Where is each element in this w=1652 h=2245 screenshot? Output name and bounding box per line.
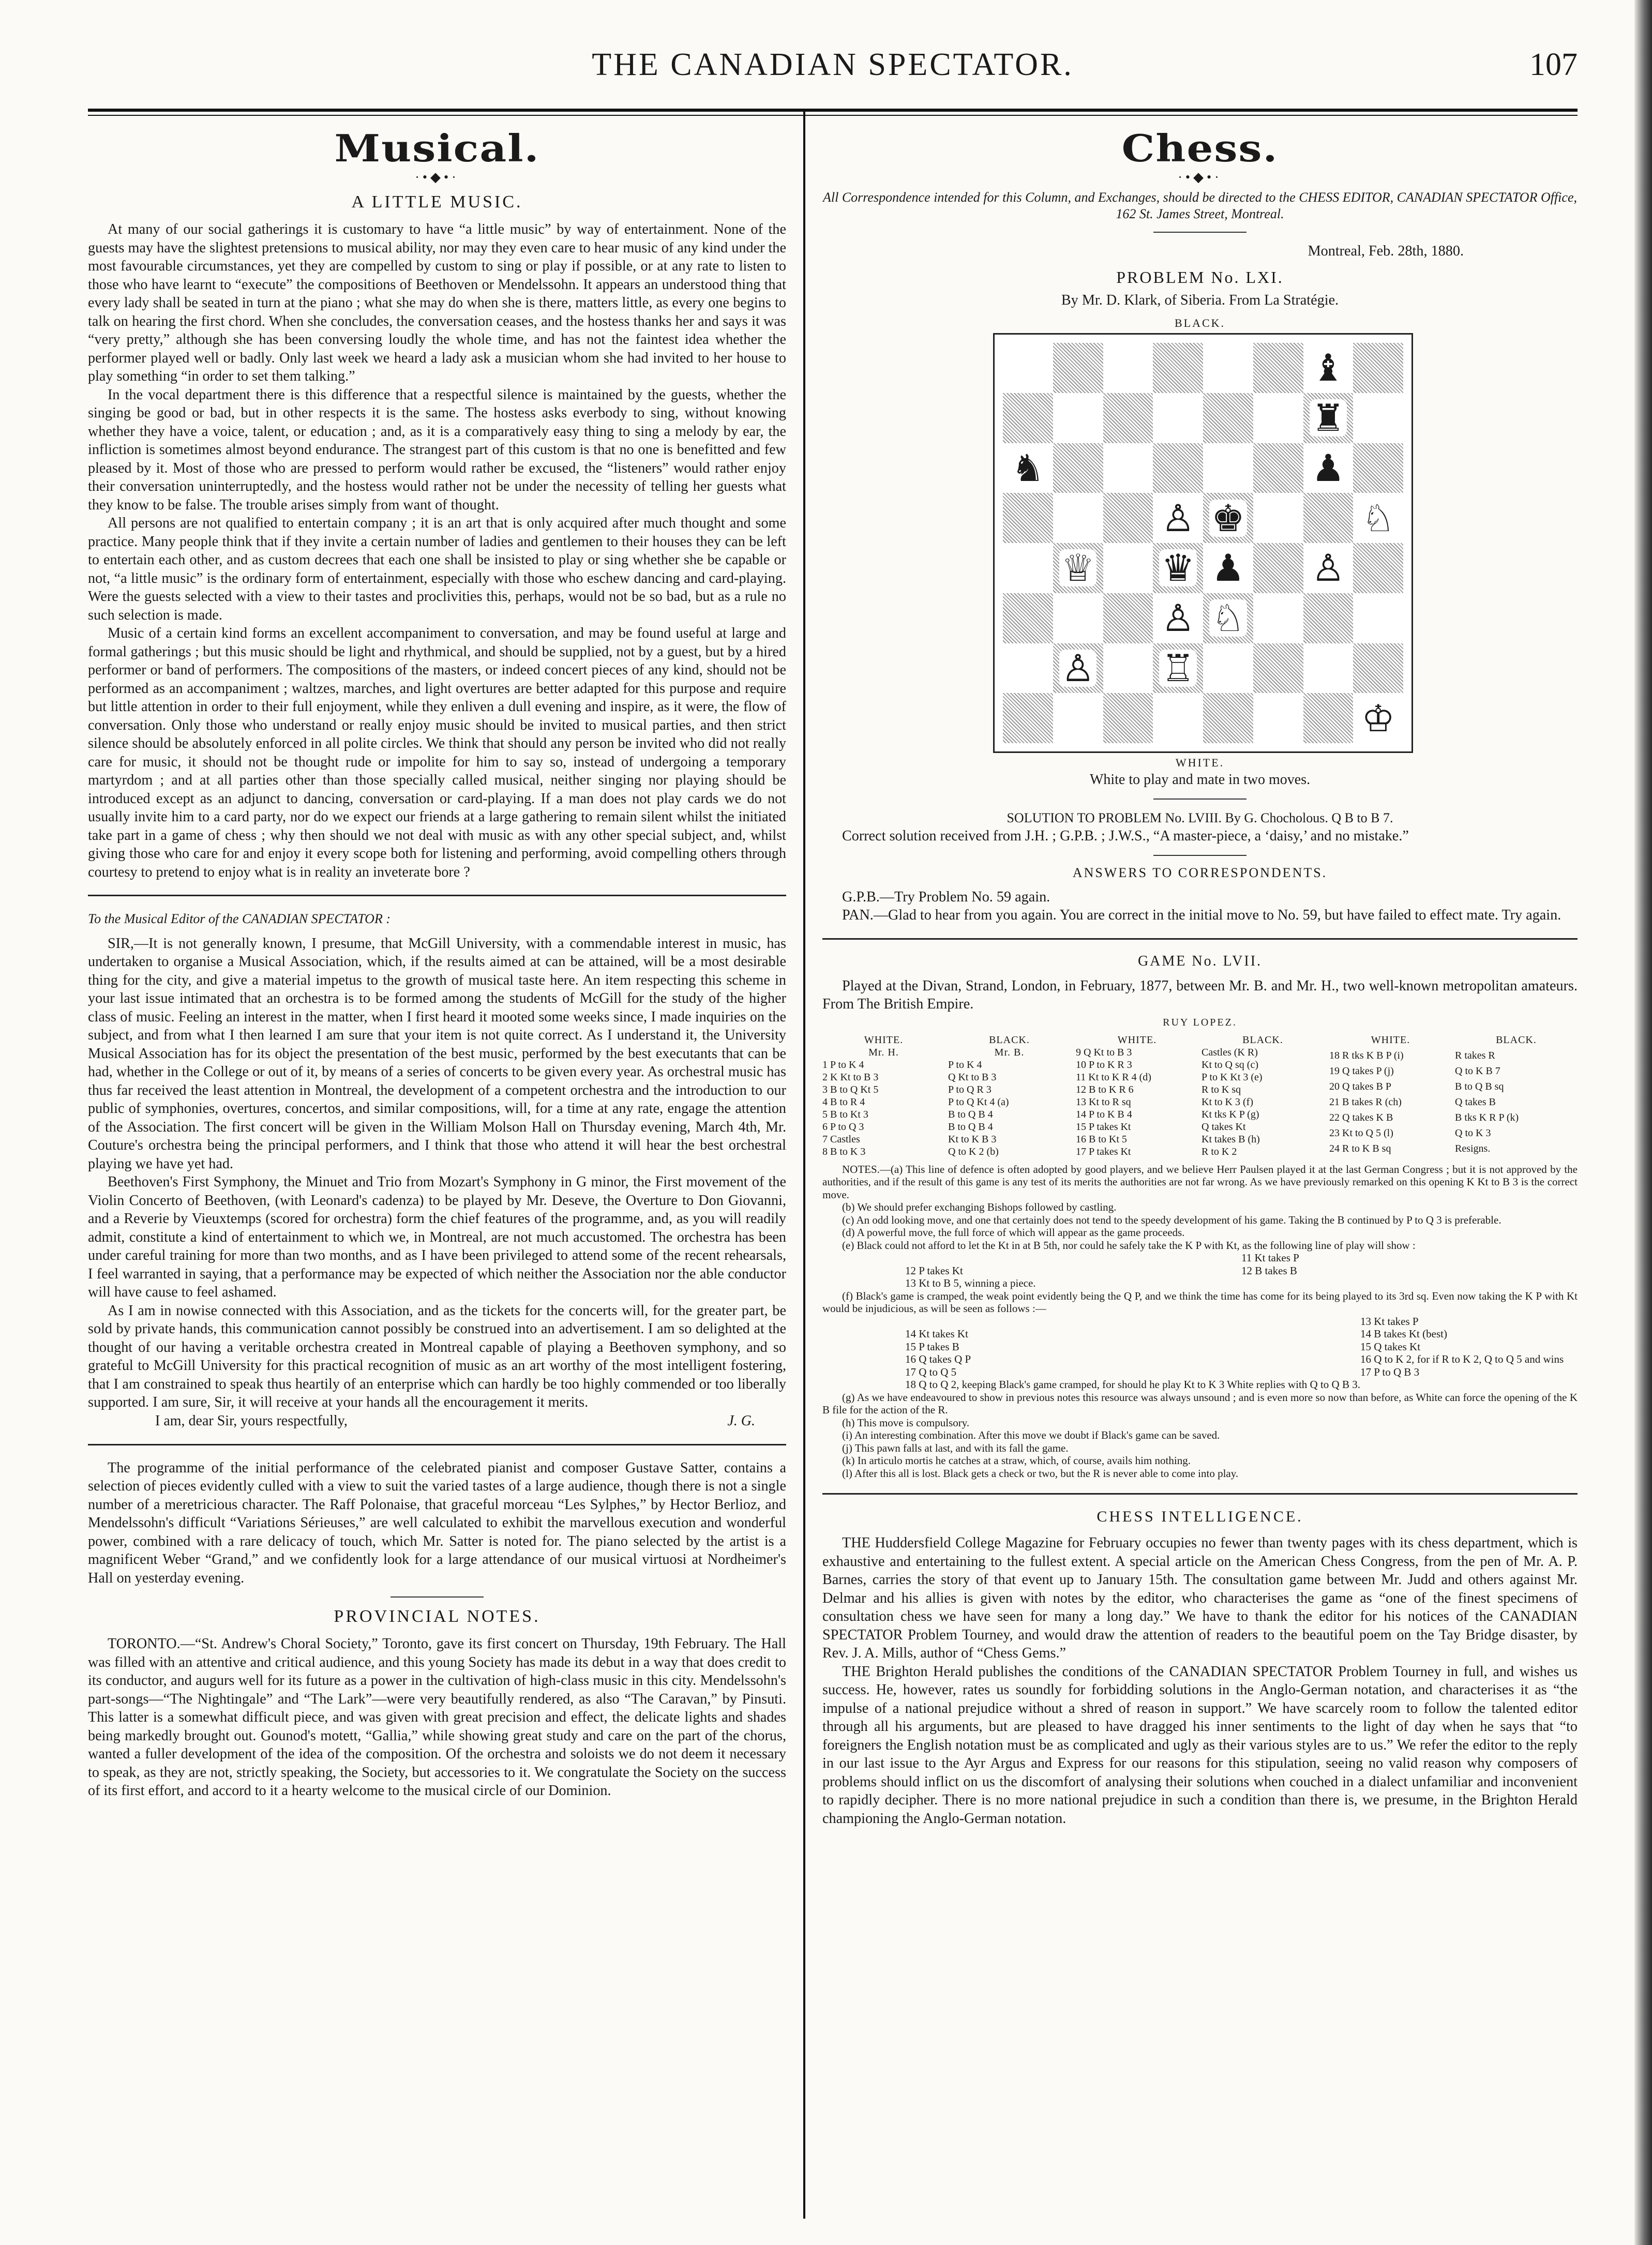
game-move: 21 B takes R (ch) (1329, 1096, 1402, 1108)
board-square (1003, 493, 1053, 543)
game-move: 19 Q takes P (j) (1329, 1065, 1394, 1077)
board-square (1253, 393, 1303, 443)
board-square (1303, 643, 1354, 694)
column-divider (803, 109, 805, 2219)
game-move: 11 Kt to K R 4 (d) (1076, 1071, 1151, 1083)
game-move: 12 B to K R 6 (1076, 1083, 1134, 1095)
game-notes (822, 1163, 1578, 1480)
board-square (1203, 543, 1253, 593)
game-move: 8 B to K 3 (822, 1146, 866, 1157)
chess-intelligence-title: CHESS INTELLIGENCE. (1097, 1508, 1303, 1525)
board-square (1253, 643, 1303, 694)
game-move: 14 P to K B 4 (1076, 1108, 1132, 1120)
chess-piece-icon: ♛ (1159, 549, 1197, 586)
paragraph: Music of a certain kind forms an excellent accompaniment to conversation, and may be found useful at large and formal gatherings ; but this music should be light and rhythmical, and should be supplied, not by a guest, but by a hired performer or band of performers. The compositions of the masters, or indeed concert pieces of any kind, should not be performed as an accompaniment ; waltzes, marches, and light overtures are better adapted for this purpose and require but little attention in order to their full enjoyment, while they enliven a dull evening and inspire, as it were, the flow of conversation. Only those who understand or really enjoy music should be invited to musical parties, and then strict silence should be absolutely enforced in all polite circles. We think that should any person be invited who did not really care for music, it should not be thought rude or impolite for him to say so, instead of undergoing a temporary martyrdom ; and at all parties other than those specially called musical, neither singing nor playing should be introduced except as an adjunct to dancing, conversation or card-playing. If a man does not play cards we do not usually invite him to a card party, nor do we expect our friends at a large gathering to remain silent whilst the initiated take part in a game of chess ; why then should we not deal with music as with any other special subject, and, whilst giving those who care for and enjoy it every scope both for listening and performing, avoid compelling others through courtesy to pretend to enjoy what is in reality an inveterate bore ? (88, 625, 786, 880)
game-move: 24 R to K B sq (1329, 1142, 1391, 1154)
page-number: 107 (1529, 47, 1578, 82)
game-move: 4 B to R 4 (822, 1096, 865, 1108)
game-move: Q takes Kt (1202, 1121, 1246, 1133)
masthead-title: THE CANADIAN SPECTATOR. (592, 47, 1074, 82)
board-square (1003, 443, 1053, 493)
note-b: (b) We should prefer exchanging Bishops followed by castling. (842, 1201, 1117, 1213)
problem-title: PROBLEM No. LXI. (1116, 267, 1284, 287)
board-square (1253, 593, 1303, 643)
board-square (1053, 493, 1103, 543)
section-rule (822, 938, 1578, 940)
variation-move (905, 1252, 1241, 1264)
board-square (1053, 543, 1103, 593)
newspaper-page (88, 26, 1578, 2224)
board-square (1153, 443, 1203, 493)
chess-piece-icon: ♘ (1359, 500, 1397, 537)
board-square (1303, 693, 1354, 743)
variation-move (1360, 1378, 1578, 1391)
board-square (1103, 493, 1153, 543)
board-grid (1003, 343, 1403, 743)
note-f: (f) Black's game is cramped, the weak point evidently being the Q P, and we think the time has come for its being played to its 3rd sq. Even now taking the K P with Kt would be injudicious, as will be seen as follows :— (822, 1289, 1578, 1315)
game-move: 1 P to K 4 (822, 1059, 864, 1071)
game-move: 17 P takes Kt (1076, 1146, 1131, 1157)
game-player-name: Mr. H. (868, 1046, 899, 1058)
board-square (1303, 493, 1354, 543)
intel-paragraph: THE Huddersfield College Magazine for February occupies no fewer than twenty pages with its chess department, which is exhaustive and entertaining to the fullest extent. A special article on the American Chess Congress, from the pen of Mr. A. P. Barnes, carries the story of that event up to January 15th. The consultation game between Mr. Judd and others against Mr. Delmar and his allies is given with notes by the editor, who characterises the game as “one of the finest specimens of consultation chess we have seen for many a long day.” We have to thank the editor for his notices of the CANADIAN SPECTATOR Problem Tourney, and would draw the attention of readers to the beautiful poem on the Tay Bridge disaster, by Rev. J. A. Mills, author of “Chess Gems.” (822, 1535, 1578, 1661)
board-square (1003, 393, 1053, 443)
game-title: GAME No. LVII. (1137, 953, 1263, 969)
game-move: 6 P to Q 3 (822, 1121, 864, 1133)
game-column-header: BLACK. (1242, 1034, 1283, 1046)
board-square (1153, 543, 1203, 593)
ornament-divider: ·•◆•· (1178, 170, 1222, 185)
letter-initials: J. G. (727, 1412, 755, 1429)
game-move: 18 R tks K B P (i) (1329, 1049, 1404, 1061)
answer-item: G.P.B.—Try Problem No. 59 again. (842, 888, 1050, 905)
board-square (1103, 643, 1153, 694)
board-square (1203, 593, 1253, 643)
variation-move: 15 Q takes Kt (1360, 1340, 1421, 1353)
board-square (1003, 543, 1053, 593)
board-square (1353, 393, 1403, 443)
board-square (1203, 343, 1253, 393)
answers-title: ANSWERS TO CORRESPONDENTS. (1072, 865, 1328, 880)
ornament-divider: ·•◆•· (415, 170, 459, 185)
board-square (1253, 543, 1303, 593)
little-music-article (88, 220, 786, 881)
game-move: 22 Q takes K B (1329, 1111, 1393, 1123)
game-move: 5 B to Kt 3 (822, 1108, 868, 1120)
board-square (1353, 343, 1403, 393)
board-square (1353, 643, 1403, 694)
board-square (1153, 493, 1203, 543)
game-move: 3 B to Q Kt 5 (822, 1083, 879, 1095)
game-move: 9 Q Kt to B 3 (1076, 1046, 1132, 1058)
board-square (1053, 393, 1103, 443)
game-move: Q to K 3 (1455, 1127, 1491, 1139)
chess-piece-icon: ♔ (1359, 700, 1397, 737)
answer-item: PAN.—Glad to hear from you again. You are correct in the initial move to No. 59, but have failed to effect mate. Try again. (842, 907, 1561, 923)
short-rule (1153, 798, 1246, 800)
board-square (1353, 493, 1403, 543)
board-square (1103, 593, 1153, 643)
board-square (1103, 543, 1153, 593)
solution-line: SOLUTION TO PROBLEM No. LVIII. By G. Chocholous. Q B to B 7. (1007, 810, 1393, 825)
board-square (1153, 593, 1203, 643)
board-square (1103, 343, 1153, 393)
chess-piece-icon: ♟ (1209, 549, 1247, 586)
game-move: B tks K R P (k) (1455, 1111, 1519, 1123)
board-square (1103, 443, 1153, 493)
board-square (1303, 593, 1354, 643)
chess-piece-icon: ♝ (1310, 349, 1347, 386)
game-column-header: WHITE. (1117, 1034, 1157, 1046)
variation-move (1241, 1277, 1578, 1290)
game-score-block (1329, 1034, 1578, 1158)
board-square (1053, 443, 1103, 493)
chess-piece-icon: ♙ (1159, 500, 1197, 537)
chess-column (822, 124, 1578, 1828)
game-move: 23 Kt to Q 5 (l) (1329, 1127, 1393, 1139)
short-rule (1153, 855, 1246, 856)
board-square (1203, 493, 1253, 543)
black-label: BLACK. (1174, 317, 1226, 329)
chess-section-title: Chess. (1121, 126, 1279, 171)
board-square (1103, 393, 1153, 443)
correspondence-note: All Correspondence intended for this Column, and Exchanges, should be directed to the CHESS EDITOR, CANADIAN SPECTATOR Office, 162 St. James Street, Montreal. (822, 190, 1577, 221)
note-k: (k) In articulo mortis he catches at a straw, which, of course, avails him nothing. (842, 1454, 1191, 1467)
board-square (1003, 343, 1053, 393)
game-move: R to K sq (1202, 1083, 1241, 1095)
section-rule (822, 1493, 1578, 1495)
notes-label: NOTES.— (842, 1163, 891, 1176)
variation-move: 17 P to Q B 3 (1360, 1365, 1420, 1378)
game-move: Castles (K R) (1202, 1046, 1258, 1058)
white-label: WHITE. (1175, 756, 1225, 769)
dateline: Montreal, Feb. 28th, 1880. (1308, 243, 1464, 259)
board-square (1053, 643, 1103, 694)
game-move: 16 B to Kt 5 (1076, 1133, 1127, 1145)
board-square (1303, 543, 1354, 593)
board-square (1253, 443, 1303, 493)
note-j: (j) This pawn falls at last, and with its fall the game. (842, 1441, 1069, 1454)
game-move: 2 K Kt to B 3 (822, 1071, 879, 1083)
game-column-header: BLACK. (1496, 1034, 1537, 1046)
chess-piece-icon: ♙ (1059, 650, 1097, 687)
paragraph: At many of our social gatherings it is customary to have “a little music” by way of entertainment. None of the guests may have the slightest pretensions to musical ability, nor may they even care to hear music of any kind under the most favourable circumstances, yet they are compelled by custom to sing or play if possible, or at any rate to listen to those who have learnt to “execute” the compositions of Beethoven or Mendelssohn. It appears an understood thing that every lady shall be seated in turn at the piano ; what she may do when she is there, matters little, as every one begins to talk on hearing the first chord. When she concludes, the conversation ceases, and the hostess thanks her and says it was “very pretty,” although she has been conversing loudly the whole time, and has not the faintest idea whether the performer played well or badly. Only last week we heard a lady ask a musician whom she had invited to her house to play something “in order to set them talking.” (88, 221, 786, 384)
chess-piece-icon: ♖ (1159, 650, 1197, 687)
game-intro: Played at the Divan, Strand, London, in February, 1877, between Mr. B. and Mr. H., two well-known metropolitan amateurs. From The British Empire. (822, 977, 1578, 1012)
game-move: Q to K B 7 (1455, 1065, 1500, 1077)
board-square (1103, 693, 1153, 743)
board-square (1353, 443, 1403, 493)
chess-piece-icon: ♟ (1310, 449, 1347, 487)
board-square (1153, 693, 1203, 743)
correct-solution: Correct solution received from J.H. ; G.P.B. ; J.W.S., “A master-piece, a ‘daisy,’ and no mistake.” (842, 828, 1409, 844)
problem-byline: By Mr. D. Klark, of Siberia. From La Stratégie. (1061, 292, 1339, 308)
board-square (1203, 443, 1253, 493)
board-square (1303, 343, 1354, 393)
board-square (1003, 693, 1053, 743)
game-move: 20 Q takes B P (1329, 1080, 1391, 1092)
variation-move: 12 B takes B (1241, 1264, 1297, 1277)
satter-paragraph: The programme of the initial performance of the celebrated pianist and composer Gustave Satter, contains a selection of pieces evidently culled with a view to suit the varied tastes of a large audience, though there is not a single number of a meretricious character. The Raff Polonaise, that graceful morceau “Les Sylphes,” by Hector Berlioz, and Mendelssohn's difficult “Variations Sérieuses,” are well calculated to exhibit the marvellous execution and wonderful power, combined with a rare delicacy of touch, which Mr. Satter is noted for. The piano selected by the artist is a magnificent Weber “Grand,” and we confidently look for a large attendance of our musical virtuosi at Nordheimer's Hall on yesterday evening. (88, 1459, 786, 1586)
article-title: A LITTLE MUSIC. (351, 192, 523, 212)
board-square (1353, 693, 1403, 743)
variation-move: 13 Kt takes P (1360, 1315, 1419, 1328)
board-square (1153, 643, 1203, 694)
variation-move: 13 Kt to B 5, winning a piece. (905, 1277, 1036, 1289)
board-square (1053, 593, 1103, 643)
paragraph: Beethoven's First Symphony, the Minuet and Trio from Mozart's Symphony in G minor, the First movement of the Violin Concerto of Beethoven, (with Leonard's cadenza) to be played by Mr. Deseve, the Overture to Don Giovanni, and a Reverie by Vieuxtemps (scored for orchestra) form the chief features of the programme, and, as you will readily admit, constitute a kind of entertainment to which we, in Montreal, are not much accustomed. The orchestra has been under careful training for more than two months, and as I have been privileged to attend some of the recent rehearsals, I feel warranted in saying, that a performance may be expected of which neither the Association nor the able conductor will have cause to feel ashamed. (88, 1174, 786, 1300)
game-score-block (1076, 1034, 1324, 1158)
variation-move (905, 1315, 1360, 1328)
variation-move: 18 Q to Q 2, keeping Black's game cramped, for should he play Kt to K 3 White replies with Q to Q B 3. (905, 1378, 1360, 1391)
game-opening: RUY LOPEZ. (1163, 1016, 1237, 1028)
board-square (1253, 693, 1303, 743)
chess-piece-icon: ♜ (1310, 399, 1347, 436)
board-square (1203, 693, 1253, 743)
game-move: B to Q B 4 (948, 1121, 993, 1133)
board-square (1303, 393, 1354, 443)
game-move: Q to K 2 (b) (948, 1146, 999, 1157)
board-square (1003, 593, 1053, 643)
board-square (1253, 343, 1303, 393)
scan-edge-shadow (1634, 0, 1652, 2245)
game-score-block (822, 1034, 1071, 1158)
board-square (1353, 543, 1403, 593)
game-player-name: Mr. B. (994, 1046, 1025, 1058)
game-move: Kt to K B 3 (948, 1133, 997, 1145)
game-move: P to K 4 (948, 1059, 982, 1071)
board-square (1053, 343, 1103, 393)
note-d: (d) A powerful move, the full force of which will appear as the game proceeds. (842, 1226, 1185, 1239)
chess-piece-icon: ♕ (1059, 549, 1097, 586)
chess-piece-icon: ♘ (1209, 599, 1247, 637)
game-move: P to K Kt 3 (e) (1202, 1071, 1263, 1083)
letter-body (88, 935, 786, 1412)
note-i: (i) An interesting combination. After this move we doubt if Black's game can be saved. (842, 1429, 1220, 1441)
letter-addressee: To the Musical Editor of the CANADIAN SPECTATOR : (88, 911, 391, 926)
game-move: Q takes B (1455, 1096, 1496, 1108)
header-rule-thin (88, 115, 1578, 116)
note-c: (c) An odd looking move, and one that certainly does not tend to the speedy development of his game. Taking the B continued by P to Q 3 is preferable. (842, 1213, 1501, 1226)
chess-piece-icon: ♚ (1209, 500, 1247, 537)
game-move: Kt takes B (h) (1202, 1133, 1260, 1145)
game-move: 7 Castles (822, 1133, 860, 1145)
chess-board (993, 333, 1413, 753)
note-a: (a) This line of defence is often adopted by good players, and we believe Herr Paulsen played it at the last German Congress ; but it is not approved by the authorities, and if the result of this game is any test of its merits the authorities are not far wrong. As we have previously remarked on this opening K Kt to B 3 is the correct move. (822, 1163, 1578, 1201)
board-square (1153, 393, 1203, 443)
variation-move: 14 Kt takes Kt (905, 1328, 968, 1340)
short-rule (1153, 232, 1246, 233)
game-move: R takes R (1455, 1049, 1495, 1061)
board-square (1303, 443, 1354, 493)
game-column-header: BLACK. (989, 1034, 1030, 1046)
problem-caption: White to play and mate in two moves. (1089, 772, 1311, 788)
board-square (1203, 393, 1253, 443)
chess-diagram (993, 315, 1407, 789)
chess-piece-icon: ♙ (1159, 599, 1197, 637)
note-l: (l) After this all is lost. Black gets a check or two, but the R is never able to come into play. (842, 1467, 1239, 1480)
variation-move: 16 Q takes Q P (905, 1353, 971, 1365)
game-move: Kt to K 3 (f) (1202, 1096, 1253, 1108)
board-square (1253, 493, 1303, 543)
chess-piece-icon: ♞ (1009, 449, 1047, 487)
short-rule (391, 1596, 484, 1598)
variation-move: 11 Kt takes P (1241, 1252, 1299, 1264)
variation-move: 16 Q to K 2, for if R to K 2, Q to Q 5 and wins (1360, 1353, 1564, 1365)
game-move: Kt to Q sq (c) (1202, 1059, 1258, 1071)
board-square (1203, 643, 1253, 694)
musical-column (88, 124, 786, 1800)
game-move: P to Q R 3 (948, 1083, 992, 1095)
section-rule (88, 1444, 786, 1445)
variation-move: 17 Q to Q 5 (905, 1365, 957, 1378)
variation-move: 14 B takes Kt (best) (1360, 1328, 1447, 1340)
paragraph: All persons are not qualified to entertain company ; it is an art that is only acquired after much thought and some practice. Many people think that if they invite a certain number of ladies and gentlemen to their houses they can be left to entertain each other, and as custom decrees that each one shall be insisted to play or sing whether she be capable or not, “a little music” is the ordinary form of entertainment, especially with those who eschew dancing and card-playing. Were the guests selected with a view to their tastes and proclivities this, perhaps, would not be so bad, but as a rule no such selection is made. (88, 515, 786, 623)
letter-signature (88, 1412, 786, 1430)
variation-move: 12 P takes Kt (905, 1264, 963, 1277)
paragraph: As I am in nowise connected with this Association, and as the tickets for the concerts will, for the greater part, be sold by private hands, this communication cannot possibly be construed into an advertisement. I am so delighted at the thought of our having a veritable orchestra created in Montreal capable of playing a Beethoven symphony, and so grateful to McGill University for this practical recognition of music as an art worthy of the most intelligent fostering, that I am constrained to speak thus heartily of an enterprise which can hardly be too highly commended or too liberally supported. I am sure, Sir, it will receive at your hands all the encouragement it merits. (88, 1302, 786, 1410)
paragraph: In the vocal department there is this difference that a respectful silence is maintained by the guests, whether the singing be good or bad, but in other respects it is the same. The hostess asks everbody to sing, without knowing whether they have a voice, talent, or education ; and, as it is a comparatively easy thing to sing a melody by ear, the infliction is sometimes almost beyond endurance. The strangest part of this custom is that no one is benefitted and few pleased by it. Most of those who are pressed to perform would rather be excused, the “listeners” would rather enjoy their conversation uninterruptedly, and the hostess would rather not be under the necessity of telling her guests what they know to be false. The trouble arises simply from want of thought. (88, 386, 786, 513)
game-move: B to Q B 4 (948, 1108, 993, 1120)
section-rule (88, 895, 786, 896)
board-square (1003, 643, 1053, 694)
provincial-title: PROVINCIAL NOTES. (334, 1607, 540, 1626)
game-move: Q Kt to B 3 (948, 1071, 997, 1083)
board-square (1053, 693, 1103, 743)
game-column-header: WHITE. (1371, 1034, 1410, 1046)
header-rule (88, 109, 1578, 112)
board-square (1353, 593, 1403, 643)
page-header (88, 47, 1578, 103)
game-move: 10 P to K R 3 (1076, 1059, 1132, 1071)
note-g: (g) As we have endeavoured to show in previous notes this resource was always unsound ; and is even more so now than before, as White can force the opening of the K B file for the action of the R. (822, 1391, 1578, 1416)
game-column-header: WHITE. (864, 1034, 904, 1046)
letter-signoff: I am, dear Sir, yours respectfully, (155, 1412, 348, 1429)
game-move: 15 P takes Kt (1076, 1121, 1131, 1133)
game-move: R to K 2 (1202, 1146, 1237, 1157)
game-move: Resigns. (1455, 1142, 1491, 1154)
note-h: (h) This move is compulsory. (842, 1416, 970, 1429)
musical-section-title: Musical. (334, 126, 540, 171)
game-move: P to Q Kt 4 (a) (948, 1096, 1009, 1108)
provincial-paragraph: TORONTO.—“St. Andrew's Choral Society,” Toronto, gave its first concert on Thursday, 19th February. The Hall was filled with an attentive and critical audience, and this young Society has made its debut in a way that does credit to its conductor, and augurs well for its future as a power in the cultivation of high-class music in this city. Mendelssohn's part-songs—“The Nightingale” and “The Lark”—were very beautifully rendered, as also “The Caravan,” by Pinsuti. This latter is a somewhat difficult piece, and was given with great precision and effect, the delicate lights and shades being markedly brought out. Gounod's motett, “Gallia,” while showing great study and care on the part of the chorus, wanted a fuller development of the idea of the composition. Of the orchestra and soloists we do not deem it necessary to speak, as they are not, strictly speaking, the Society, but accessories to it. We congratulate the Society on the success of its first effort, and accord to it a hearty welcome to the musical circle of our Dominion. (88, 1636, 786, 1799)
variation-move: 15 P takes B (905, 1340, 959, 1353)
intel-paragraph: THE Brighton Herald publishes the conditions of the CANADIAN SPECTATOR Problem Tourney in full, and wishes us success. He, however, rates us soundly for forbidding solutions in the Anglo-German notation, and characterises it as “the impulse of a national prejudice without a shred of reason in support.” We have scarcely room to follow the talented editor through all his arguments, but are pleased to have dragged his inner sentiments to the light of day when he says that “to foreigners the English notation must be as complicated and ugly as their various styles are to us.” We refer the editor to the reply in our last issue to the Ayr Argus and Express for our reasons for this stipulation, seeing no valid reason why composers of problems should inflict on us the discomfort of analysing their solutions when couched in a dialect unfamiliar and inconvenient to rapidly decipher. There is no more national prejudice in such a condition than there is, we presume, in the Brighton Herald championing the Anglo-German notation. (822, 1663, 1578, 1827)
paragraph: SIR,—It is not generally known, I presume, that McGill University, with a commendable interest in music, has undertaken to organise a Musical Association, which, if the results aimed at can be attained, will be a most desirable thing for the city, and give a material impetus to the growth of musical taste here. An item respecting this scheme in your last issue intimated that an orchestra is to be formed among the students of McGill for the study of the higher class of music. Feeling an interest in the matter, when I first heard it mooted some weeks since, I made inquiries on the subject, and from what I then learned I am sure that your item is not quite correct. As I understand it, the University Musical Association has for its object the presentation of the best music, performed by the best executants that can be had, whether in the College or out of it, by means of a series of concerts to be given every year. As orchestral music has thus far received the least attention in Montreal, the development of a competent orchestra and the introduction to our public of symphonies, overtures, concertos, and similar compositions, will, for a time at any rate, engage the attention of the Association. The first concert will be given in the William Molson Hall on Thursday evening, March 4th, Mr. Couture's orchestra being the principal performers, and I think that those who attend it will hear the best orchestral playing we have yet had. (88, 935, 786, 1172)
game-move: 13 Kt to R sq (1076, 1096, 1131, 1108)
note-label (822, 1163, 1578, 1201)
note-e-variation (822, 1252, 1578, 1290)
game-move: B to Q B sq (1455, 1080, 1504, 1092)
note-e: (e) Black could not afford to let the Kt in at B 5th, nor could he safely take the K P with Kt, as the following line of play will show : (842, 1239, 1416, 1252)
note-f-variation (822, 1315, 1578, 1391)
game-move: Kt tks K P (g) (1202, 1108, 1259, 1120)
game-score-table (822, 1034, 1578, 1158)
chess-piece-icon: ♙ (1310, 549, 1347, 586)
board-square (1153, 343, 1203, 393)
